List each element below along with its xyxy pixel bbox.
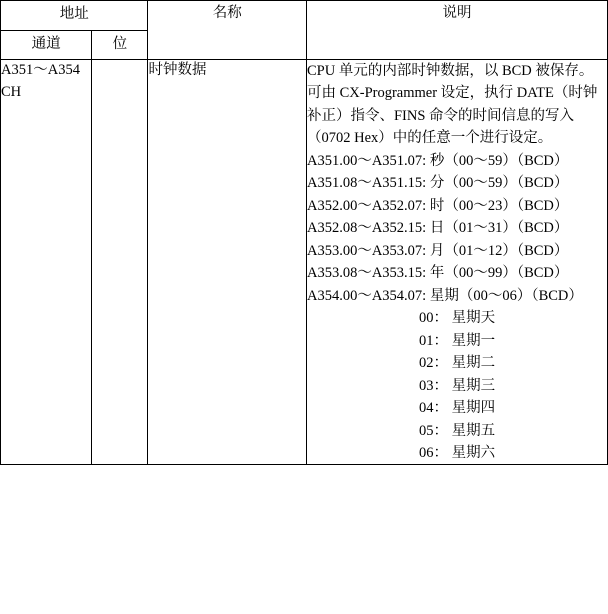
cell-name: 时钟数据 bbox=[148, 60, 307, 465]
cell-description bbox=[306, 60, 607, 465]
desc-line: CPU 单元的内部时钟数据，以 BCD 被保存。 bbox=[306, 63, 594, 79]
header-bit: 位 bbox=[92, 30, 148, 60]
desc-line: A352.08～A352.15: 日（01～31）（BCD） bbox=[306, 220, 569, 237]
weekday-item: 02： 星期二 bbox=[418, 355, 496, 372]
desc-line: 可由 CX-Programmer 设定，执行 DATE（时钟补正）指令、FINS 命令的时间信息的写入（0702 Hex）中的任意一个进行设定。 bbox=[306, 85, 598, 147]
cell-channel: A351～A354 CH bbox=[1, 60, 92, 465]
weekday-item: 05： 星期五 bbox=[418, 422, 496, 439]
desc-line: A351.08～A351.15: 分（00～59）（BCD） bbox=[306, 175, 569, 192]
desc-line: A352.00～A352.07: 时（00～23）（BCD） bbox=[306, 197, 569, 214]
header-channel: 通道 bbox=[1, 30, 92, 60]
desc-line: A354.00～A354.07: 星期（00～06）（BCD） bbox=[306, 287, 583, 304]
desc-line: A353.08～A353.15: 年（00～99）（BCD） bbox=[306, 265, 569, 282]
weekday-item: 06： 星期六 bbox=[418, 444, 496, 461]
table-row bbox=[1, 60, 608, 465]
weekday-item: 03： 星期三 bbox=[418, 377, 496, 394]
header-address-group: 地址 bbox=[1, 1, 148, 31]
weekday-item: 01： 星期一 bbox=[418, 332, 496, 349]
header-name: 名称 bbox=[148, 1, 307, 60]
cell-bit bbox=[92, 60, 148, 465]
desc-line: A351.00～A351.07: 秒（00～59）（BCD） bbox=[306, 152, 569, 169]
header-description: 说明 bbox=[306, 1, 607, 60]
weekday-item: 00： 星期天 bbox=[418, 310, 496, 327]
table-header-row-1 bbox=[1, 1, 608, 31]
desc-line: A353.00～A353.07: 月（01～12）（BCD） bbox=[306, 242, 569, 259]
weekday-item: 04： 星期四 bbox=[418, 400, 496, 417]
